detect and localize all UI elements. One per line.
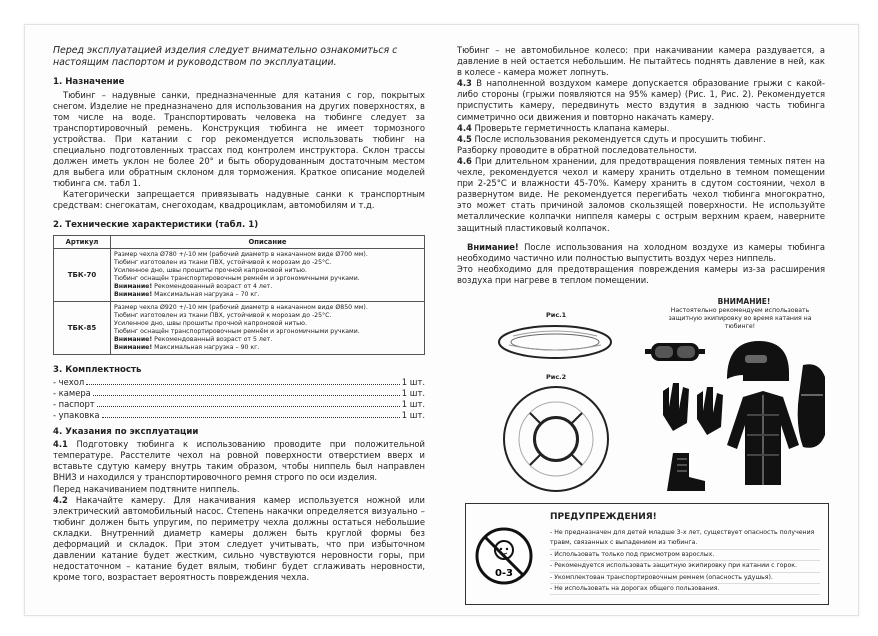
header-article: Артикул [54,235,111,248]
section-1-para-2: Категорически запрещается привязывать надувные санки к транспортным средствам: снегокатам, снегоходам, квадроциклам, автомобилям и т.д. [53,189,425,211]
description-line: Тюбинг изготовлен из ткани ПВХ, устойчивой к морозам до -25°С. [114,258,332,266]
para-number: 4.1 [53,439,68,450]
description-line: Размер чехла Ø920 +/-10 мм (рабочий диаметр в накачанном виде Ø850 мм). [114,303,368,311]
attention-paragraph [457,242,825,264]
kit-item-name: - камера [53,387,91,398]
gear-attention-text: Настоятельно рекомендуем использовать защитную экипировку во время катания на тюбинге! [668,307,812,330]
kit-item-qty: 1 шт. [401,376,425,387]
kit-item-name: - чехол [53,376,85,387]
warnings-box [465,503,829,605]
para-text: При длительном хранении, для предотвращения появления темных пятен на чехле, рекомендуется чехол и камеру хранить отдельно в темном помещении при 2-25°С и влажности 45-70%. Камеру хранить в сдутом состоянии, чехол в развернутом виде. Не рекомендуется перегибать чехол тюбинга многократно, это может стать причиной заломов скользящей поверхности. Не используйте металлические колпачки ниппеля камеры с острым верхним краем, наверните защитный пластиковый колпачок. [457,155,825,233]
para-tube-note: Тюбинг – не автомобильное колесо: при накачивании камера раздувается, а давление в ней остается небольшим. Не пытайтесь поднять давление в ней, как в колесе - камера может лопнуть. [457,45,825,78]
section-1-para-1: Тюбинг – надувные санки, предназначенные для катания с гор, покрытых снегом. Изделие не предназначено для использования на других поверхностях, в том числе на воде. Транспортировать человека на тюбинге следует за транспортировочный ремень. Конструкция тюбинга не имеет тормозного устройства. При катании с гор рекомендуется использовать тюбинг на специально подготовленных трассах под контролем инструктора. Склон трассы должен иметь уклон не более 20° и быть оборудованным достаточным местом для выбега или обратным склоном для торможения. Краткое описание моделей тюбинга см. табл 1. [53,89,425,189]
list-item: - Не использовать на дорогах общего пользования. [550,584,820,595]
description-line: Тюбинг оснащён транспортировочным ремнём и эргономичными ручками. [114,327,360,335]
kit-item-name: - паспорт [53,398,95,409]
kit-item-qty: 1 шт. [401,398,425,409]
list-item [53,399,425,410]
para-4-5 [457,134,825,145]
section-4-title: 4. Указания по эксплуатации [53,427,199,438]
attention-label: Внимание! [114,335,153,343]
para-text: Накачайте камеру. Для накачивания камер используется ножной или электрический автомобильный насос. Степень накачки определяется визуально – тюбинг должен быть упругим, по периметру чехла должны остаться небольшие складки. Внутренний диаметр камеры должен быть круглой формы без деформаций и складок. При этом следует учитывать, что при избыточном давлении катание будет жестким, сильно чувствуются неровности горы, при недостаточном – катание будет вялым, тюбинг будет сглаживать неровности, кроме того, возрастает вероятность повреждения чехла. [53,494,425,583]
para-text: Проверьте герметичность клапана камеры. [471,122,670,133]
load-text: Максимальная нагрузка – 70 кг. [152,290,260,298]
para-number: 4.3 [457,78,472,89]
passport-sheet [24,24,859,616]
tube-top-illustration [500,383,612,495]
jacket-icon [727,391,799,485]
goggles-icon [645,343,705,361]
description-line: Размер чехла Ø780 +/-10 мм (рабочий диаметр в накачанном виде Ø700 мм). [114,250,368,258]
load-text: Максимальная нагрузка – 90 кг. [152,343,260,351]
warnings-title: ПРЕДУПРЕЖДЕНИЯ! [550,512,657,522]
table-row [54,301,425,354]
left-column [53,45,425,583]
list-item: - Укомплектован транспортировочным ремнем (опасность удушья). [550,573,820,584]
para-text: После использования рекомендуется сдуть и просушить тюбинг. [471,133,766,144]
no-children-0-3-icon [474,526,534,586]
para-4-4 [457,123,825,134]
header-description: Описание [111,235,425,248]
attention-label: Внимание! [114,282,153,290]
protective-gear-illustration [643,335,833,495]
section-3-title: 3. Комплектность [53,364,142,375]
attention-text: После использования на холодном воздухе из камеры тюбинга необходимо частично или полностью выпустить воздух через ниппель. [457,241,825,263]
spec-table [53,235,425,355]
age-note [114,336,421,344]
list-item [53,410,425,421]
description-line: Тюбинг изготовлен из ткани ПВХ, устойчивой к морозам до -25°С. [114,311,332,319]
leader-dots [86,377,400,385]
para-text: В наполненной воздухом камере допускается образование грыжи с какой-либо стороны (грыжи появляются на 95% камер) (Рис. 1, Рис. 2). Рекомендуется приспустить камеру, передвинуть место вздутия в заднюю часть тюбинга симметрично оси движения и повторно накачать камеру. [457,78,825,122]
leader-dots [102,410,400,418]
right-column [457,45,825,286]
attention-paragraph-2: Это необходимо для предотвращения повреждения камеры из-за расширения воздуха при нагреве в теплом помещении. [457,263,825,285]
para-4-1 [53,439,425,483]
description-cell [111,301,425,354]
tube-side-illustration [495,321,615,363]
warnings-list [550,528,820,595]
para-4-2 [53,495,425,584]
list-item: - Рекомендуется использовать защитную экипировку при катании с горок. [550,561,820,572]
attention-label: Внимание! [467,241,519,252]
figure-1-caption: Рис.1 [546,311,567,319]
gear-attention-title: ВНИМАНИЕ! [717,297,771,306]
knee-pad-icon [798,364,825,448]
section-1-title: 1. Назначение [53,77,125,88]
para-4-6 [457,156,825,234]
para-4-3 [457,78,825,122]
gloves-icon [663,383,723,435]
para-4-5b: Разборку проводите в обратной последовательности. [457,144,697,155]
leader-dots [93,388,400,396]
description-line: Усиленное дно, швы прошиты прочной капроновой нитью. [114,319,307,327]
age-text: Рекомендованный возраст от 5 лет. [152,335,273,343]
description-line: Усиленное дно, швы прошиты прочной капроновой нитью. [114,266,307,274]
kit-item-qty: 1 шт. [401,387,425,398]
para-number: 4.6 [457,155,472,166]
article-cell: ТБК-85 [54,301,111,354]
list-item: - Не предназначен для детей младше 3-х лет, существует опасность получения травм, связанных с выпадением из тюбинга. [550,528,820,550]
description-line: Тюбинг оснащён транспортировочным ремнём и эргономичными ручками. [114,274,360,282]
list-item [53,388,425,399]
attention-label: Внимание! [114,343,153,351]
age-badge: 0-3 [494,568,514,579]
boots-icon [667,453,705,491]
age-text: Рекомендованный возраст от 4 лет. [152,282,273,290]
kit-item-qty: 1 шт. [401,410,425,420]
description-cell [111,248,425,301]
age-note [114,283,421,291]
load-note [114,291,421,299]
leader-dots [97,399,400,407]
para-number: 4.4 [457,122,472,133]
para-4-1b: Перед накачиванием подтяните ниппель. [53,483,240,494]
spec-table-header [54,235,425,248]
kit-item-name: - упаковка [53,410,100,420]
list-item: - Использовать только под присмотром взрослых. [550,550,820,561]
intro-text: Перед эксплуатацией изделия следует внимательно ознакомиться с настоящим паспортом и руководством по эксплуатации. [53,45,398,69]
section-2-title: 2. Технические характеристики (табл. 1) [53,219,259,230]
load-note [114,344,421,352]
table-row [54,248,425,301]
attention-label: Внимание! [114,290,153,298]
para-number: 4.5 [457,133,472,144]
list-item [53,377,425,388]
figure-2-caption: Рис.2 [546,373,567,381]
para-number: 4.2 [53,494,68,505]
article-cell: ТБК-70 [54,248,111,301]
para-text: Подготовку тюбинга к использованию проводите при положительной температуре. Расстелите чехол на ровной поверхности отверстием вверх и вставьте сдутую камеру внутрь таким образом, чтобы ниппель был направлен ВНИЗ и находился у транспортировочного ремня строго по оси изделия. [53,439,425,483]
helmet-icon [727,341,789,381]
